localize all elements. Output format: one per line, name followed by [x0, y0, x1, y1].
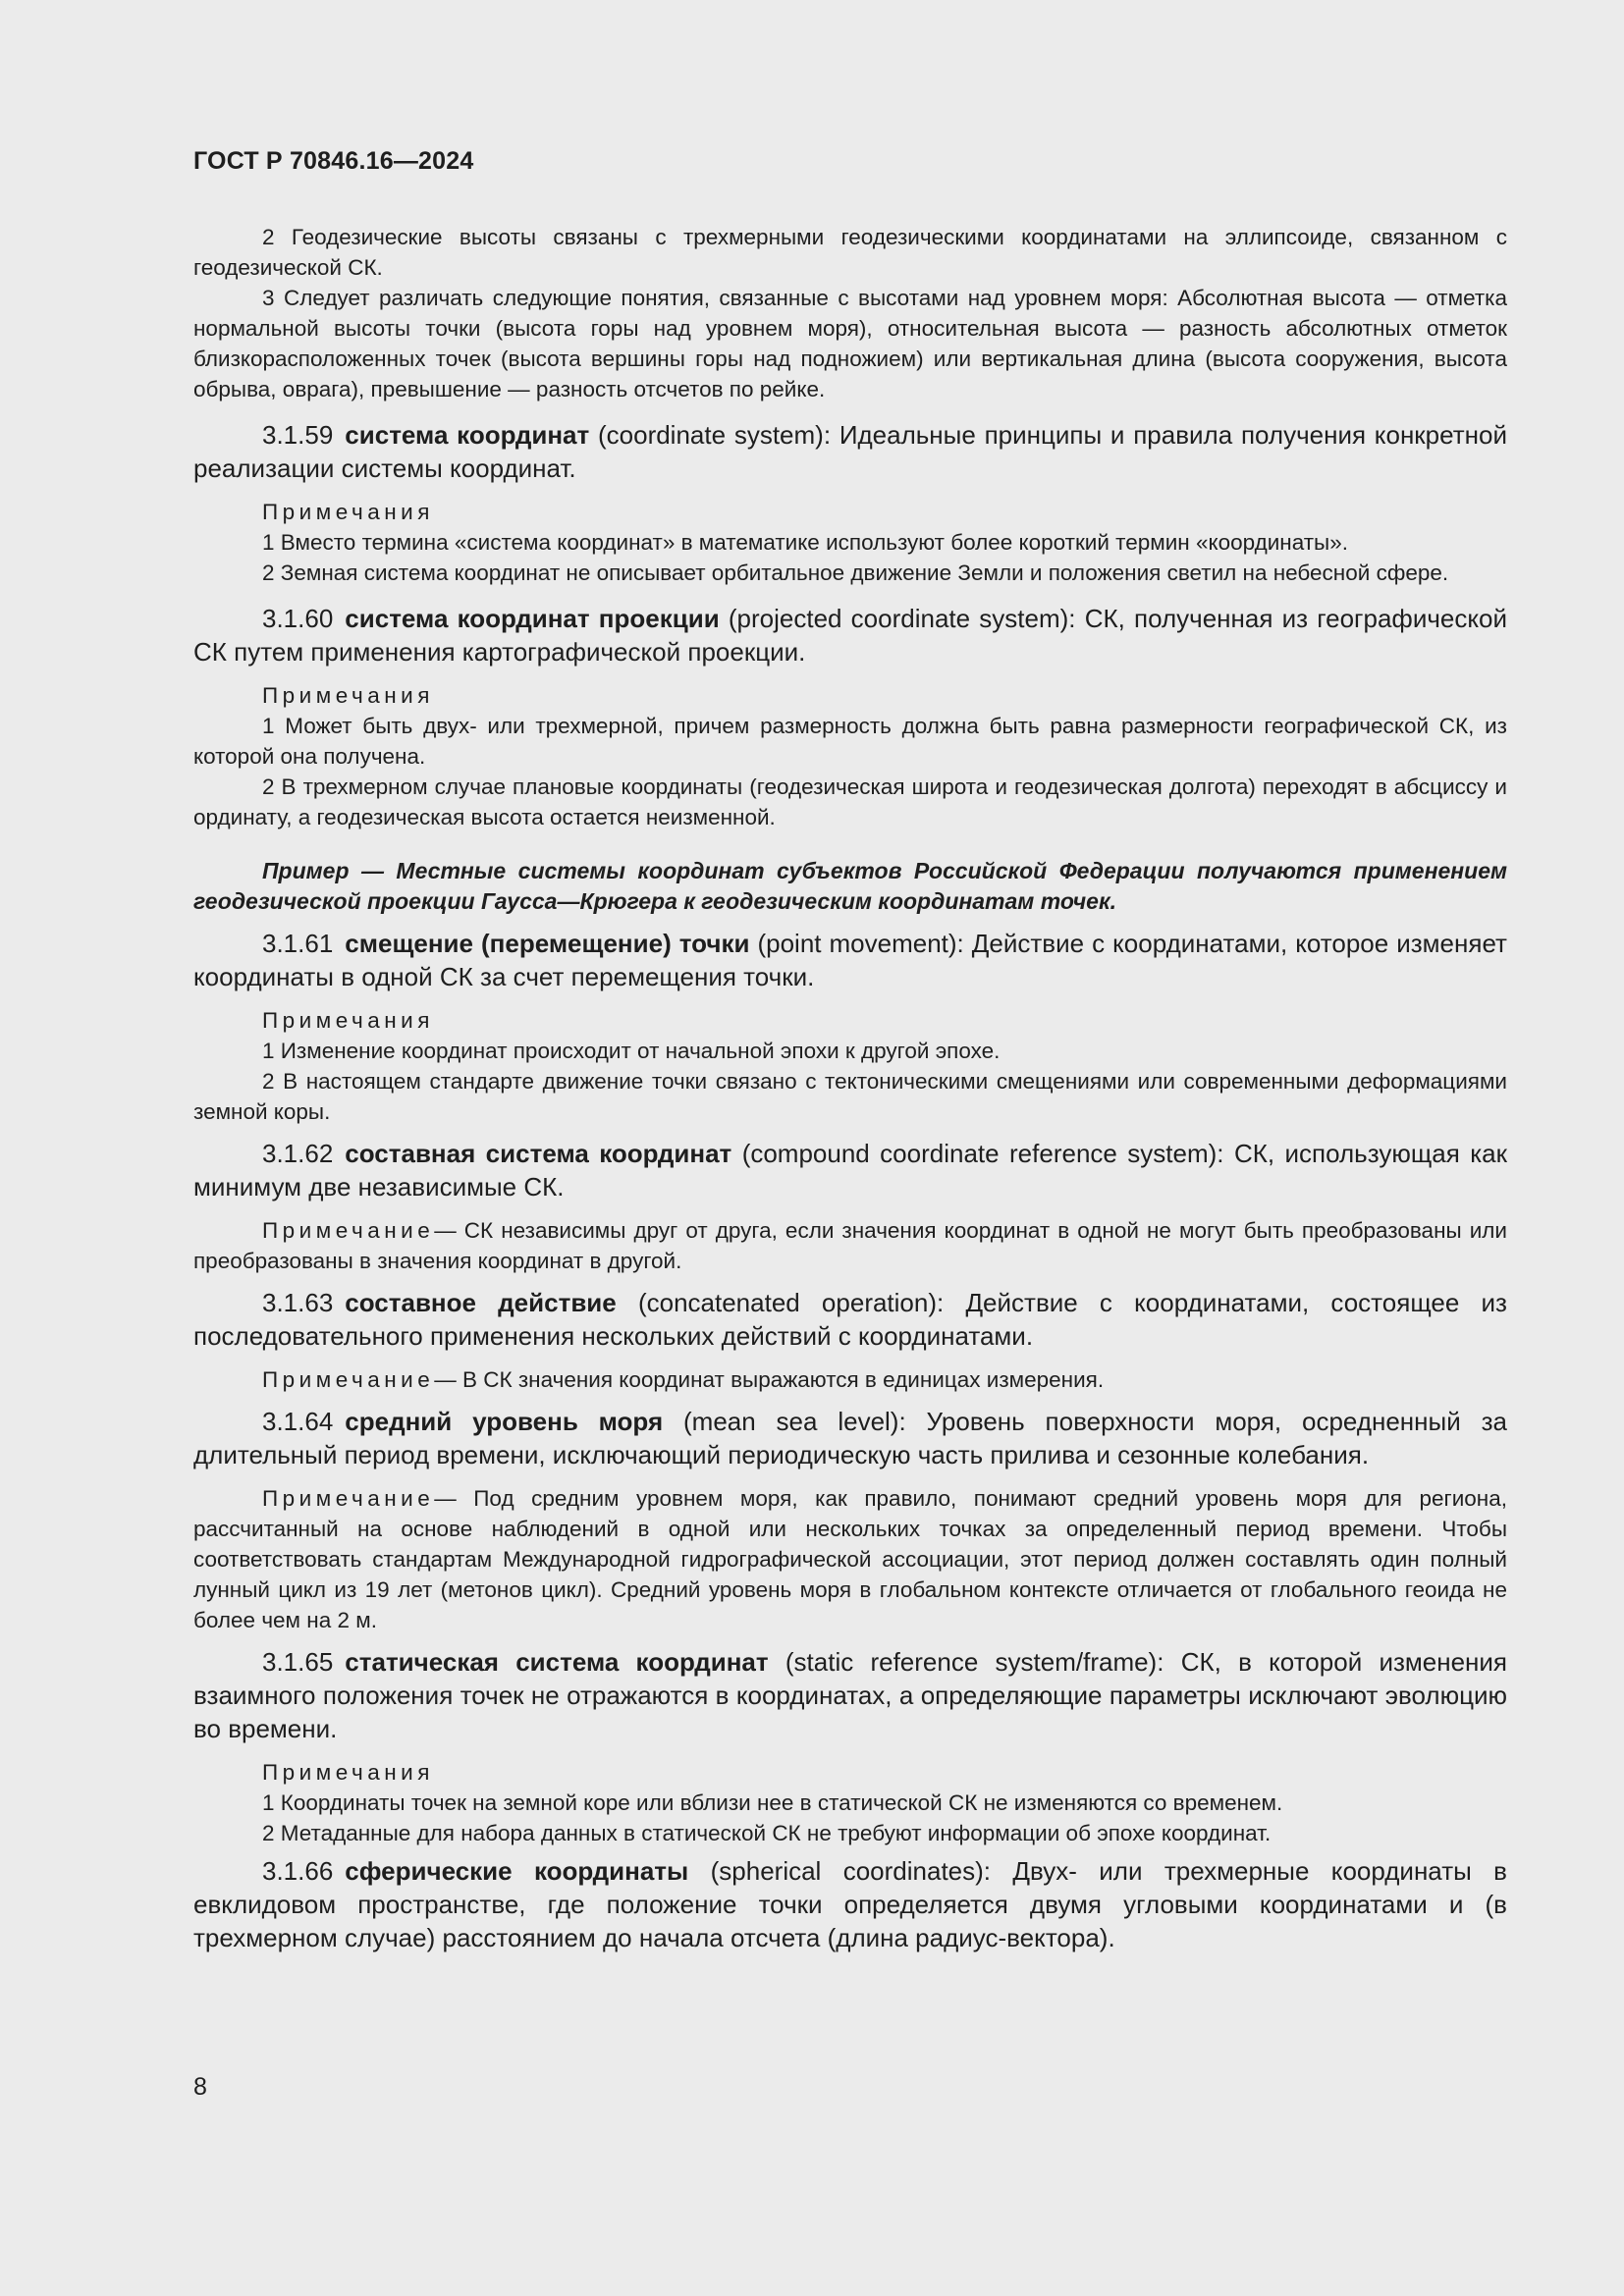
single-note [193, 1483, 1507, 1635]
term-english: (coordinate system): [597, 420, 832, 450]
note-label: Примечание [262, 1367, 435, 1392]
term-3-1-60 [193, 602, 1507, 668]
note-item: 1 Вместо термина «система координат» в математике используют более короткий термин «координаты». [262, 530, 1348, 555]
intro-note-2: 2 Геодезические высоты связаны с трехмерными геодезическими координатами на эллипсоиде, связанном с геодезической СК. [193, 225, 1507, 280]
term-name: статическая система координат [345, 1647, 769, 1677]
term-3-1-65 [193, 1645, 1507, 1745]
term-3-1-61 [193, 927, 1507, 993]
term-number: 3.1.63 [262, 1288, 334, 1317]
notes-heading: Примечания [262, 683, 434, 708]
note-text: — СК независимы друг от друга, если значения координат в одной не могут быть преобразованы или преобразованы в значения координат в другой. [193, 1218, 1507, 1273]
note-item: 2 В трехмерном случае плановые координаты (геодезическая широта и геодезическая долгота) переходят в абсциссу и ординату, а геодезическая высота остается неизменной. [193, 774, 1507, 829]
term-english: (static reference system/frame): [785, 1647, 1164, 1677]
single-note [193, 1215, 1507, 1276]
term-3-1-66 [193, 1854, 1507, 1954]
term-english: (projected coordinate system): [728, 604, 1076, 633]
note-item: 1 Изменение координат происходит от начальной эпохи к другой эпохе. [262, 1039, 1001, 1063]
term-definition: Двух- или трехмерные координаты в евклидовом пространстве, где положение точки определяется двумя угловыми координатами и (в трехмерном случае) расстоянием до начала отсчета (длина радиус-вектора). [193, 1856, 1507, 1952]
notes-heading: Примечания [262, 500, 434, 524]
note-item: 1 Может быть двух- или трехмерной, причем размерность должна быть равна размерности географической СК, из которой она получена. [193, 714, 1507, 769]
term-name: средний уровень моря [345, 1407, 664, 1436]
term-number: 3.1.66 [262, 1856, 334, 1886]
term-name: составное действие [345, 1288, 617, 1317]
term-number: 3.1.64 [262, 1407, 334, 1436]
term-english: (spherical coordinates): [710, 1856, 992, 1886]
term-definition: Идеальные принципы и правила получения конкретной реализации системы координат. [193, 420, 1507, 483]
term-number: 3.1.65 [262, 1647, 334, 1677]
term-english: (concatenated operation): [637, 1288, 945, 1317]
term-definition: СК, использующая как минимум две независимые СК. [193, 1139, 1507, 1201]
term-number: 3.1.62 [262, 1139, 334, 1168]
term-number: 3.1.60 [262, 604, 334, 633]
term-definition: СК, в которой изменения взаимного положения точек не отражаются в координатах, а определяющие параметры исключают эволюцию во времени. [193, 1647, 1508, 1743]
term-name: сферические координаты [345, 1856, 689, 1886]
term-definition: Уровень поверхности моря, осредненный за длительный период времени, исключающий периодическую часть прилива и сезонные колебания. [193, 1407, 1507, 1469]
note-text: — В СК значения координат выражаются в единицах измерения. [434, 1367, 1105, 1392]
page-number: 8 [193, 2073, 207, 2101]
example-text: Пример — Местные системы координат субъектов Российской Федерации получаются применением геодезической проекции Гаусса—Крюгера к геодезическим координатам точек. [193, 858, 1507, 914]
note-item: 2 Метаданные для набора данных в статической СК не требуют информации об эпохе координат. [262, 1821, 1272, 1845]
term-english: (compound coordinate reference system): [741, 1139, 1224, 1168]
note-item: 2 В настоящем стандарте движение точки связано с тектоническими смещениями или современными деформациями земной коры. [193, 1069, 1507, 1124]
term-3-1-63 [193, 1286, 1507, 1353]
term-english: (mean sea level): [683, 1407, 906, 1436]
note-label: Примечание [262, 1218, 435, 1243]
page-content [193, 222, 1507, 1954]
term-name: система координат проекции [345, 604, 720, 633]
term-number: 3.1.59 [262, 420, 334, 450]
note-text: — Под средним уровнем моря, как правило, понимают средний уровень моря для региона, рассчитанный на основе наблюдений в одной или нескольких точках за определенный период времени. Чтобы соответствовать стандартам Международной гидрографической ассоциации, этот период должен составлять один полный лунный цикл из 19 лет (метонов цикл). Средний уровень моря в глобальном контексте отличается от глобального геоида не более чем на 2 м. [193, 1486, 1507, 1632]
term-number: 3.1.61 [262, 929, 334, 958]
note-item: 2 Земная система координат не описывает орбитальное движение Земли и положения светил на небесной сфере. [262, 561, 1449, 585]
notes-heading: Примечания [262, 1760, 434, 1785]
note-label: Примечание [262, 1486, 435, 1511]
term-3-1-64 [193, 1405, 1507, 1471]
intro-note-3: 3 Следует различать следующие понятия, связанные с высотами над уровнем моря: Абсолютная высота — отметка нормальной высоты точки (высота горы над уровнем моря), относительная высота — разность абсолютных отметок близкорасположенных точек (высота вершины горы над подножием) или вертикальная длина (высота сооружения, высота обрыва, оврага), превышение — разность отсчетов по рейке. [193, 286, 1507, 401]
term-3-1-62 [193, 1137, 1507, 1203]
standard-header: ГОСТ Р 70846.16—2024 [193, 147, 474, 175]
term-definition: Действие с координатами, состоящее из последовательного применения нескольких действий с координатами. [193, 1288, 1507, 1351]
note-item: 1 Координаты точек на земной коре или вблизи нее в статической СК не изменяются со временем. [262, 1790, 1283, 1815]
term-3-1-59 [193, 418, 1507, 485]
term-english: (point movement): [757, 929, 964, 958]
term-definition: СК, полученная из географической СК путем применения картографической проекции. [193, 604, 1508, 667]
notes-heading: Примечания [262, 1008, 434, 1033]
term-definition: Действие с координатами, которое изменяет координаты в одной СК за счет перемещения точки. [193, 929, 1507, 991]
single-note [193, 1364, 1507, 1395]
term-name: система координат [345, 420, 590, 450]
term-name: составная система координат [345, 1139, 732, 1168]
term-name: смещение (перемещение) точки [345, 929, 750, 958]
